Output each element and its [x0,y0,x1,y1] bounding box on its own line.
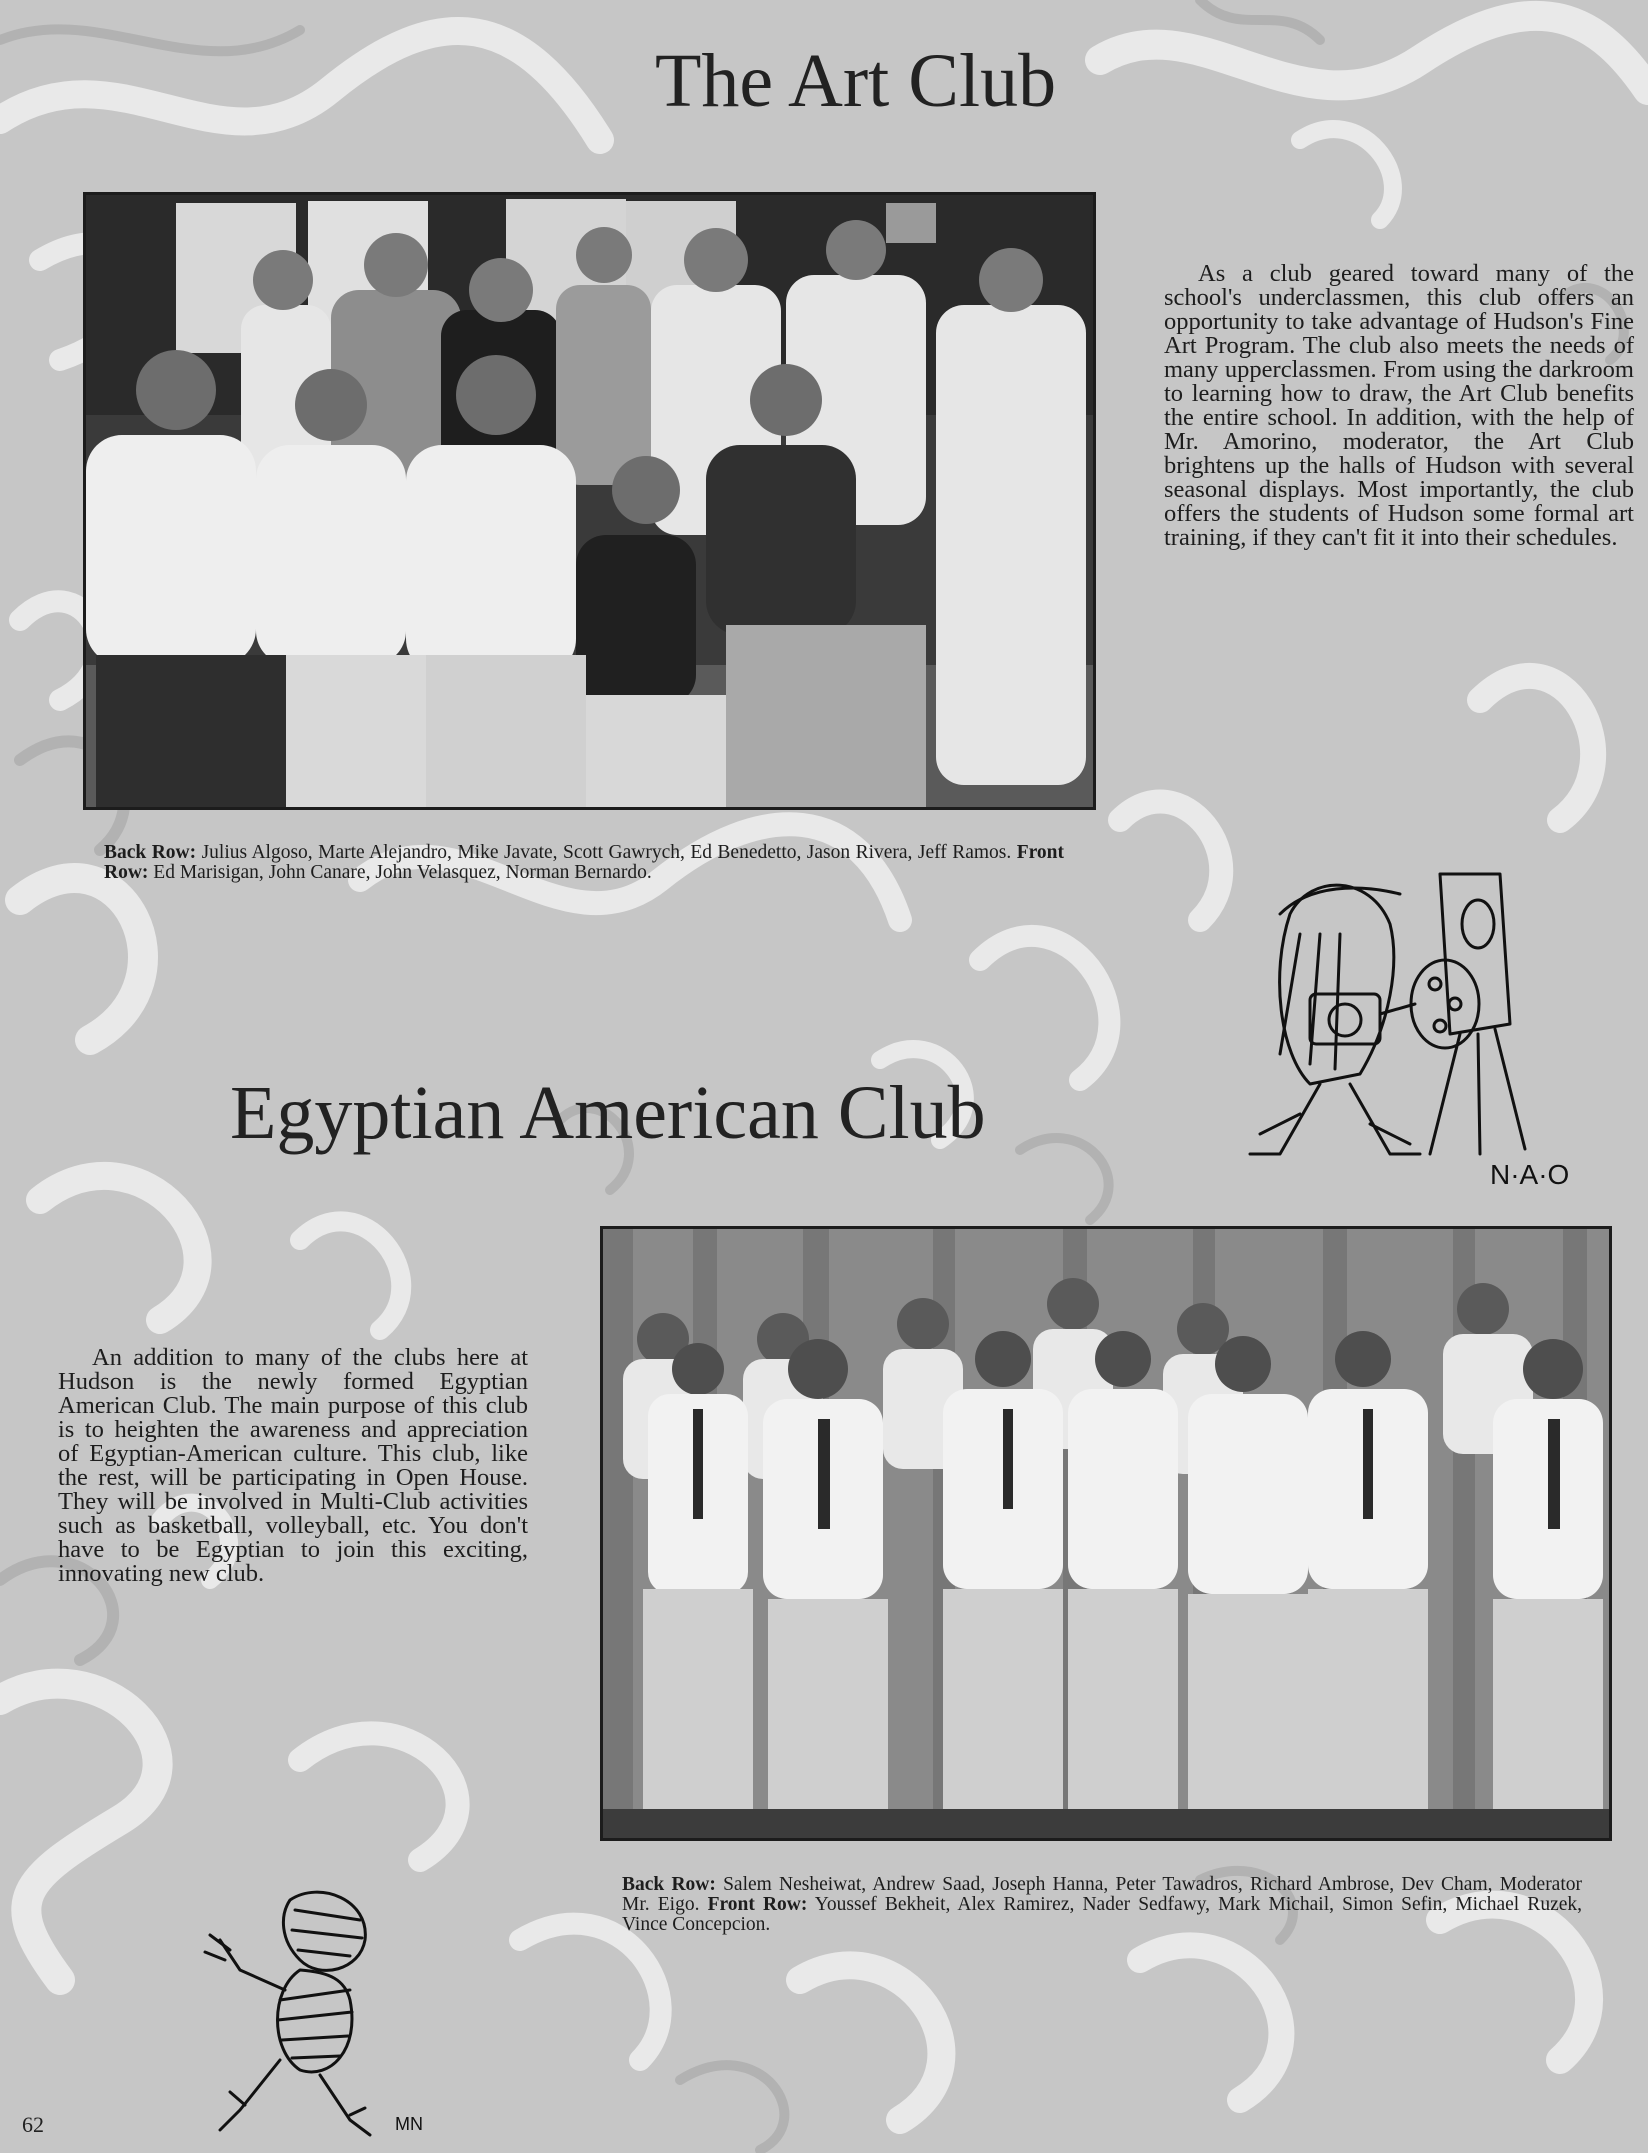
back-row-names: Julius Algoso, Marte Alejandro, Mike Javate, Scott Gawrych, Ed Benedetto, Jason Rivera, Jeff Ramos. [201,842,1012,863]
egyptian-club-description: An addition to many of the clubs here at Hudson is the newly formed Egyptian American Club. The main purpose of this club is to heighten the awareness and appreciation of Egyptian-American culture. This club, like the rest, will be participating in Open House. They will be involved in Multi-Club activities such as basketball, volleyball, etc. You don't have to be Egyptian to join this exciting, innovating new club. [58,1344,528,1587]
page-title-art-club: The Art Club [655,39,1057,123]
front-row-label: Front Row: [707,1894,808,1915]
art-club-caption [104,843,1064,883]
sketch-signature-nao: N·A·O [1490,1159,1570,1190]
front-row-names: Ed Marisigan, John Canare, John Velasquez, Norman Bernardo. [153,862,652,883]
sketch-signature-mn: MN [395,2114,423,2134]
artist-sketch-illustration [1240,854,1570,1194]
egyptian-club-group-photo [600,1226,1612,1841]
front-row-label: Front Row: [104,842,1065,883]
page-number: 62 [22,2112,44,2137]
page-title-egyptian-american-club: Egyptian American Club [230,1071,986,1155]
front-row-names: Youssef Bekheit, Alex Ramirez, Nader Sedfawy, Mark Michail, Simon Sefin, Michael Ruzek, Vince Concepcion. [622,1894,1582,1935]
back-row-label: Back Row: [104,842,197,863]
art-club-description: As a club geared toward many of the school's underclassmen, this club offers an opportunity to take advantage of Hudson's Fine Art Program. The club also meets the needs of many upperclassmen. From using the darkroom to learning how to draw, the Art Club benefits the entire school. In addition, with the help of Mr. Amorino, moderator, the Art Club brightens up the halls of Hudson with several seasonal displays. Most importantly, the club offers the students of Hudson some formal art training, if they can't fit it into their schedules. [1164,260,1634,551]
art-club-group-photo [83,192,1096,810]
back-row-names: Salem Nesheiwat, Andrew Saad, Joseph Hanna, Peter Tawadros, Richard Ambrose, Dev Cham, Moderator Mr. Eigo. [622,1874,1582,1915]
mummy-sketch-illustration [200,1880,450,2140]
egyptian-club-caption [622,1875,1582,1935]
back-row-label: Back Row: [622,1874,716,1895]
